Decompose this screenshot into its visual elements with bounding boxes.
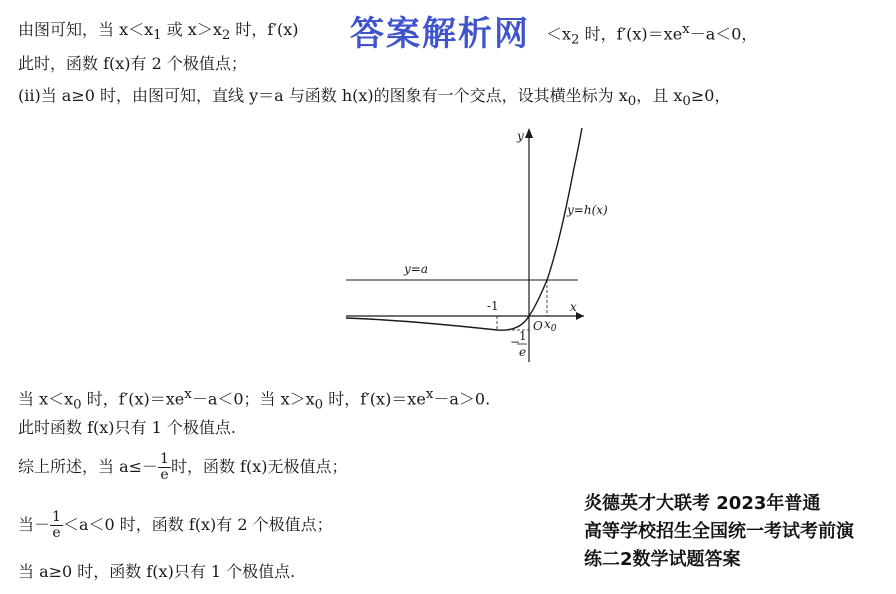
- caption-line-3: 练二2数学试题答案: [584, 549, 741, 570]
- text-segment: 或 x＞x: [161, 20, 222, 39]
- curve-h-of-x: [346, 128, 582, 330]
- subscript: 0: [627, 94, 637, 110]
- superscript: x: [682, 22, 690, 37]
- caption-line-1: 炎德英才大联考 2023年普通: [584, 493, 821, 514]
- x-axis-label: x: [570, 300, 577, 314]
- tick-minus-one-label: -1: [487, 299, 499, 313]
- y-axis-arrow-icon: [525, 128, 533, 138]
- text-segment: 综上所述，当 a≤－: [18, 457, 159, 476]
- exam-title-caption: [584, 490, 896, 574]
- superscript: x: [184, 387, 192, 402]
- caption-line-2: 高等学校招生全国统一考试考前演: [584, 521, 854, 542]
- minus-sign-label: −: [510, 335, 521, 349]
- subscript: 0: [314, 397, 324, 413]
- text-segment: 时，f′(x)＝xe: [323, 389, 426, 409]
- text-segment: －a＞0.: [433, 389, 491, 409]
- minus-inv-e-denominator: e: [519, 345, 527, 359]
- origin-label: O: [533, 319, 543, 333]
- solution-line-5: 此时函数 f(x)只有 1 个极值点.: [18, 418, 236, 437]
- fraction-numerator: 1: [52, 509, 61, 525]
- subscript: 0: [73, 397, 82, 413]
- y-axis-label: y: [517, 129, 524, 143]
- solution-line-2: 此时，函数 f(x)有 2 个极值点；: [18, 54, 247, 73]
- text-segment: 当 x＜x: [18, 389, 74, 409]
- text-segment: ＜a＜0 时，函数 f(x)有 2 个极值点；: [62, 515, 333, 534]
- text-segment: (ⅱ)当 a≥0 时，由图可知，直线 y＝a 与函数 h(x)的图象有一个交点，设其横坐标为 x: [18, 86, 628, 105]
- fraction-denominator: e: [160, 467, 169, 483]
- subscript: 0: [682, 94, 691, 110]
- text-segment: 由图可知，当 x＜x: [18, 20, 154, 39]
- minus-inv-e-numerator: 1: [519, 329, 527, 343]
- fraction-numerator: 1: [160, 451, 169, 467]
- watermark-logo: 答案解析网: [350, 14, 530, 54]
- subscript: 2: [221, 28, 231, 44]
- text-segment: －a＜0，: [689, 24, 758, 44]
- x0-label: $x_0$: [544, 317, 557, 334]
- text-segment: 时，f′(x)＝xe: [579, 24, 683, 44]
- subscript: 1: [153, 28, 162, 44]
- superscript: x: [425, 387, 434, 402]
- solution-line-8: 当 a≥0 时，函数 f(x)只有 1 个极值点.: [18, 562, 296, 581]
- solution-line-4: [18, 385, 490, 416]
- text-segment: ≥0，: [690, 86, 731, 105]
- curve-label: y=h(x): [567, 203, 608, 217]
- text-segment: 时，f′(x)＝xe: [81, 389, 185, 409]
- subscript: 2: [571, 32, 580, 48]
- text-segment: 时，f′(x): [230, 20, 299, 39]
- line-a-label: y=a: [404, 262, 428, 276]
- text-segment: 时，函数 f(x)无极值点；: [170, 457, 348, 476]
- text-segment: 当－: [18, 515, 51, 534]
- fraction-one-over-e: [50, 510, 63, 541]
- solution-line-7: [18, 510, 333, 541]
- text-segment: －a＜0；当 x＞x: [191, 389, 315, 409]
- text-segment: ，且 x: [636, 86, 683, 105]
- solution-line-6: [18, 452, 348, 483]
- text-segment: ＜x: [546, 24, 572, 44]
- fraction-denominator: e: [52, 525, 61, 541]
- fraction-one-over-e: [158, 452, 171, 483]
- x-axis-arrow-icon: [576, 312, 584, 320]
